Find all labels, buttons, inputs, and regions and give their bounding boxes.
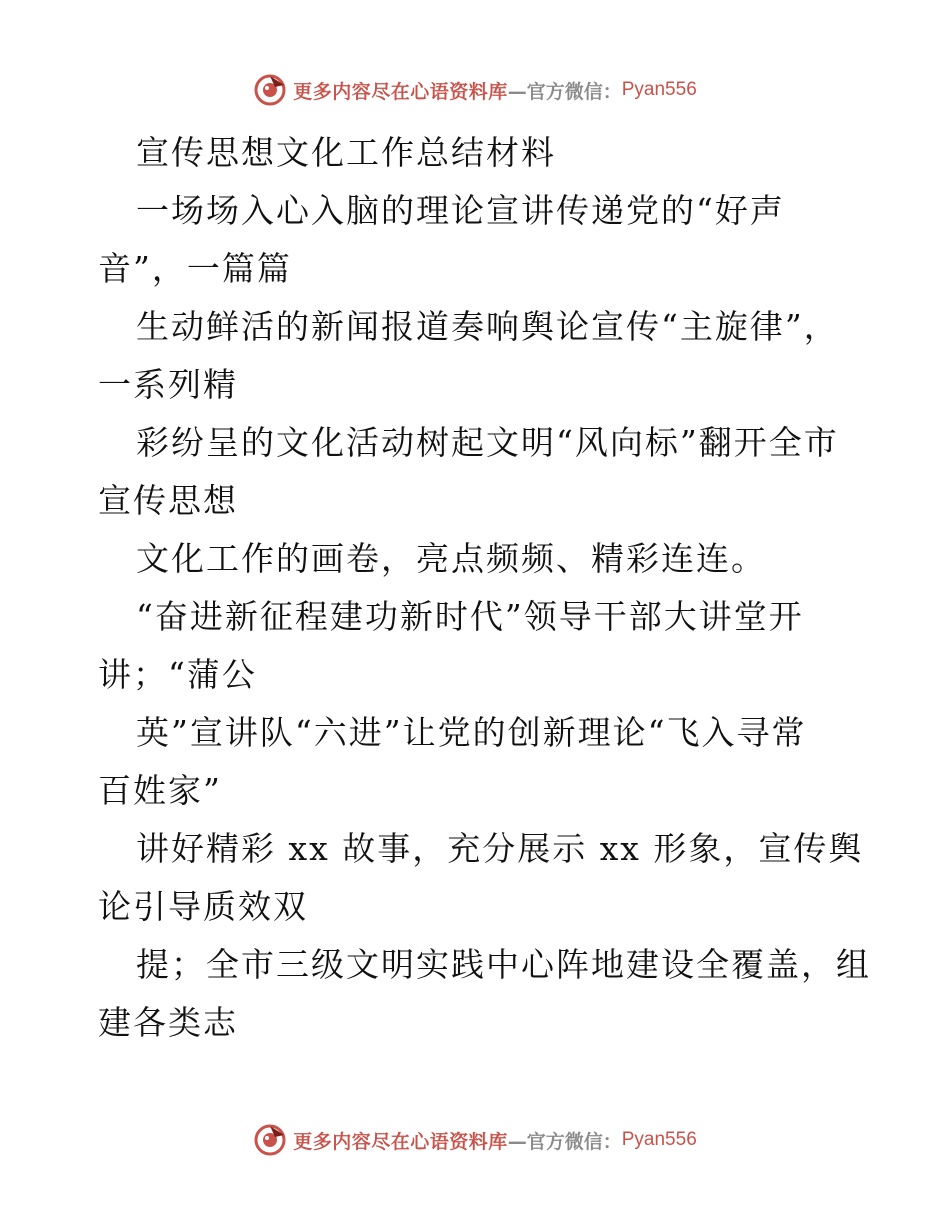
watermark-header <box>0 72 950 108</box>
paragraph-line: 文化工作的画卷，亮点频频、精彩连连。 <box>136 539 766 578</box>
paragraph-line: 英”宣讲队“六进”让党的创新理论“飞入寻常 <box>136 713 807 752</box>
brand-logo-icon <box>253 1123 287 1157</box>
paragraph-line: 一系列精 <box>98 365 238 404</box>
paragraph-line: 彩纷呈的文化活动树起文明“风向标”翻开全市 <box>136 423 839 462</box>
paragraph-line: 讲好精彩 xx 故事，充分展示 xx 形象，宣传舆 <box>136 829 864 868</box>
watermark-id-text: Pyan556 <box>621 1129 697 1150</box>
watermark-main-text: 更多内容尽在心语资料库 <box>293 80 508 103</box>
brand-logo-icon <box>253 73 287 107</box>
paragraph-line: 音”，一篇篇 <box>98 249 292 288</box>
document-body <box>98 124 871 1052</box>
paragraph-line: 生动鲜活的新闻报道奏响舆论宣传“主旋律”， <box>136 307 839 346</box>
watermark-footer <box>0 1122 950 1158</box>
document-title: 宣传思想文化工作总结材料 <box>136 133 556 172</box>
paragraph-line: 讲；“蒲公 <box>98 655 257 694</box>
paragraph-line: 一场场入心入脑的理论宣讲传递党的“好声 <box>136 191 785 230</box>
watermark-sub-text: —官方微信： <box>507 80 622 103</box>
paragraph-line: 提；全市三级文明实践中心阵地建设全覆盖，组 <box>136 945 871 984</box>
watermark-sub-text: —官方微信： <box>507 1130 622 1153</box>
watermark-main-text: 更多内容尽在心语资料库 <box>293 1130 508 1153</box>
paragraph-line: 百姓家” <box>98 771 222 810</box>
paragraph-line: 宣传思想 <box>98 481 238 520</box>
paragraph-line: “奋进新征程建功新时代”领导干部大讲堂开 <box>136 597 804 636</box>
paragraph-line: 论引导质效双 <box>98 887 308 926</box>
paragraph-line: 建各类志 <box>98 1003 238 1042</box>
watermark-id-text: Pyan556 <box>621 79 697 100</box>
